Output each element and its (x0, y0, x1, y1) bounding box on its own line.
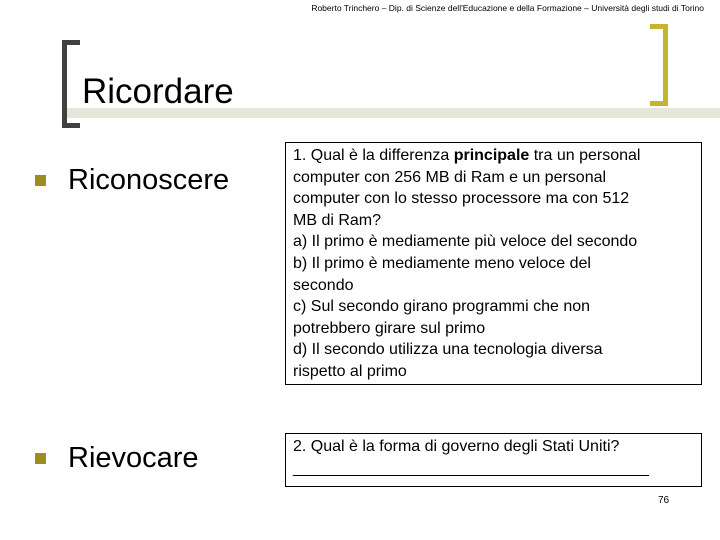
question-1-line: computer con 256 MB di Ram e un personal (293, 168, 607, 186)
question-2-answer-blank: ________________________________________ (293, 459, 649, 477)
question-1-option-b-cont: secondo (293, 276, 354, 294)
question-1-option-d: d) Il secondo utilizza una tecnologia diversa (293, 341, 603, 359)
question-1-option-a: a) Il primo è mediamente più veloce del secondo (293, 233, 638, 251)
question-1-line (293, 145, 695, 167)
question-1-option-c-cont: potrebbero girare sul primo (293, 319, 486, 337)
bullet-label-riconoscere: Riconoscere (68, 164, 230, 196)
square-bullet-icon (35, 453, 46, 464)
slide-title: Ricordare (82, 72, 234, 111)
question-2-text: 2. Qual è la forma di governo degli Stati Uniti? (293, 438, 620, 455)
question-1-option-b: b) Il primo è mediamente meno veloce del (293, 254, 591, 272)
question-1-bold-word: principale (453, 147, 530, 164)
question-1-line: computer con lo stesso processore ma con 512 (293, 190, 630, 208)
square-bullet-icon (35, 175, 46, 186)
right-bracket-decoration (650, 24, 668, 106)
page-number: 76 (658, 495, 670, 506)
bullet-label-rievocare: Rievocare (68, 442, 199, 474)
question-2-box (285, 433, 702, 487)
question-1-line: MB di Ram? (293, 211, 382, 229)
header-credit: Roberto Trinchero – Dip. di Scienze dell'Educazione e della Formazione – Università degli studi di Torino (311, 3, 704, 13)
question-1-text-end: tra un personal (529, 147, 641, 164)
question-1-option-d-cont: rispetto al primo (293, 362, 407, 380)
left-bracket-decoration (62, 40, 80, 128)
question-1-option-c: c) Sul secondo girano programmi che non (293, 298, 591, 316)
question-1-box (285, 142, 702, 385)
question-1-text-start: 1. Qual è la differenza (293, 147, 454, 164)
